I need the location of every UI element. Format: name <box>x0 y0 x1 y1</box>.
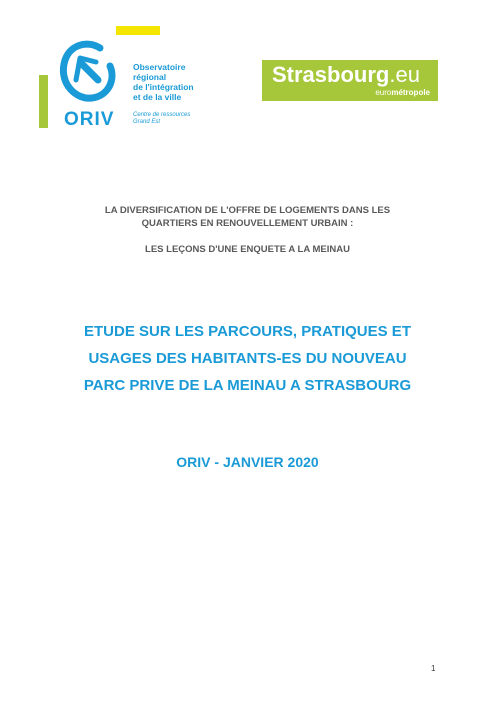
strasbourg-name: Strasbourg <box>272 62 390 87</box>
upper-title-line: QUARTIERS EN RENOUVELLEMENT URBAIN : <box>141 218 354 229</box>
oriv-tagline-line: et de la ville <box>133 92 182 102</box>
oriv-tagline-line: régional <box>133 72 167 82</box>
upper-subtitle: LES LEÇONS D'UNE ENQUETE A LA MEINAU <box>145 244 350 255</box>
main-title-line: ETUDE SUR LES PARCOURS, PRATIQUES ET <box>84 323 411 340</box>
document-upper-title <box>0 204 495 256</box>
oriv-tagline-line: Observatoire <box>133 62 186 72</box>
oriv-tagline <box>133 62 194 102</box>
page-number: 1 <box>431 664 436 673</box>
document-main-title <box>0 318 495 399</box>
oriv-logo-icon <box>58 38 118 108</box>
oriv-subtitle-line: Grand Est <box>133 119 161 125</box>
oriv-subtitle-line: Centre de ressources <box>133 112 191 118</box>
main-title-line: PARC PRIVE DE LA MEINAU A STRASBOURG <box>83 377 412 394</box>
strasbourg-logo <box>262 60 438 101</box>
oriv-wordmark: ORIV <box>64 109 115 130</box>
eurometropole-prefix: euro <box>375 88 392 97</box>
oriv-subtitle <box>133 112 190 126</box>
strasbourg-wordmark <box>272 64 420 86</box>
eurometropole-bold: métropole <box>391 88 430 97</box>
upper-title-line: LA DIVERSIFICATION DE L'OFFRE DE LOGEMENTS DANS LES <box>104 205 391 216</box>
strasbourg-eurometropole <box>375 89 430 97</box>
strasbourg-suffix: .eu <box>389 62 420 87</box>
logo-accent-yellow-bar <box>116 26 160 35</box>
document-date: ORIV - JANVIER 2020 <box>176 454 319 470</box>
main-title-line: USAGES DES HABITANTS-ES DU NOUVEAU <box>88 350 407 367</box>
logo-accent-green-bar <box>39 75 48 128</box>
oriv-tagline-line: de l'intégration <box>133 82 194 92</box>
